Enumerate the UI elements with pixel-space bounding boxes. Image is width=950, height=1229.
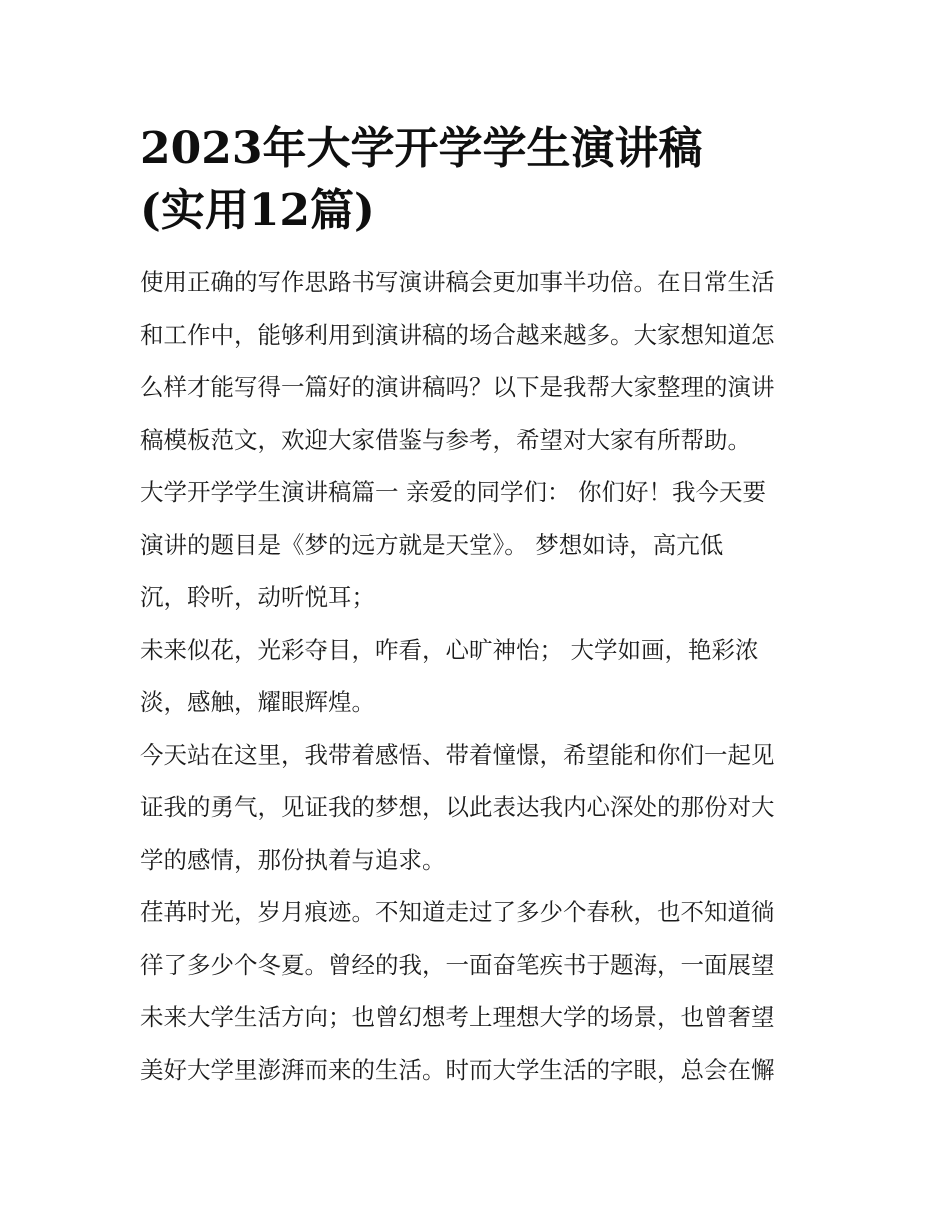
paragraph-today [140,729,820,887]
title-line: (实用12篇) [140,185,375,236]
document-title [140,118,820,242]
text-line: 学的感情，那份执着与追求。 [140,845,446,874]
text-line: 徉了多少个冬夏。曾经的我，一面奋笔疾书于题海，一面展望 [140,950,775,979]
text-line: 和工作中，能够利用到演讲稿的场合越来越多。大家想知道怎 [140,320,775,349]
paragraph-speech-opening [140,466,820,624]
document-body [140,118,820,1096]
text-line: 未来似花，光彩夺目，咋看，心旷神怡； 大学如画，艳彩浓 [140,635,759,664]
text-line: 么样才能写得一篇好的演讲稿吗？以下是我帮大家整理的演讲 [140,373,775,401]
text-line: 沉，聆听，动听悦耳； [140,583,375,611]
text-line: 荏苒时光，岁月痕迹。不知道走过了多少个春秋，也不知道徜 [140,898,775,926]
paragraph-future [140,624,820,729]
text-line: 淡，感触，耀眼辉煌。 [140,688,375,716]
text-line: 演讲的题目是《梦的远方就是天堂》。 梦想如诗，高亢低 [140,530,724,559]
text-line: 今天站在这里，我带着感悟、带着憧憬，希望能和你们一起见 [140,740,775,769]
text-line: 未来大学生活方向；也曾幻想考上理想大学的场景，也曾奢望 [140,1003,775,1031]
paragraph-time [140,886,820,1096]
title-line: 2023年大学开学学生演讲稿 [140,123,703,174]
paragraph-intro [140,256,820,466]
text-line: 使用正确的写作思路书写演讲稿会更加事半功倍。在日常生活 [140,268,775,296]
text-line: 大学开学学生演讲稿篇一 亲爱的同学们： 你们好！我今天要 [140,478,766,506]
text-line: 稿模板范文，欢迎大家借鉴与参考，希望对大家有所帮助。 [140,425,751,454]
text-line: 美好大学里澎湃而来的生活。时而大学生活的字眼，总会在懈 [140,1055,775,1084]
text-line: 证我的勇气，见证我的梦想，以此表达我内心深处的那份对大 [140,793,775,821]
